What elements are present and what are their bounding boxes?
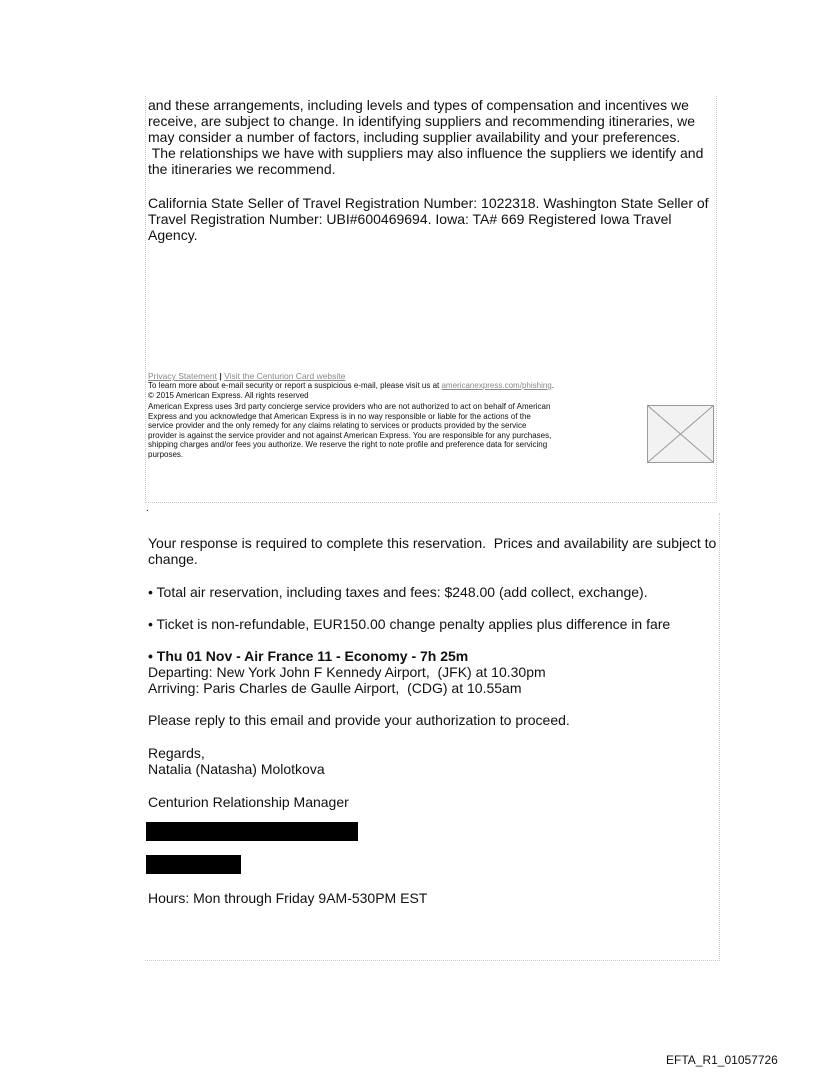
footer-links [148, 371, 345, 381]
copyright: © 2015 American Express. All rights reserved [148, 391, 309, 400]
sender-title: Centurion Relationship Manager [148, 794, 349, 810]
office-hours: Hours: Mon through Friday 9AM-530PM EST [148, 890, 428, 906]
signature [148, 745, 325, 777]
broken-image-icon [647, 405, 714, 463]
security-notice: To learn more about e-mail security or report a suspicious e-mail, please visit us at americanexpress.com/phishing. [148, 381, 554, 390]
regards: Regards, [148, 745, 205, 761]
sender-name: Natalia (Natasha) Molotkova [148, 761, 325, 777]
flight-details [148, 648, 546, 696]
ticket-bullet: • Ticket is non-refundable, EUR150.00 change penalty applies plus difference in fare [148, 616, 671, 632]
link-separator: | [219, 371, 222, 381]
registration-paragraph: California State Seller of Travel Registration Number: 1022318. Washington State Seller of Travel Registration Number: UBI#600469694. Iowa: TA# 669 Registered Iowa Travel Agency. [148, 195, 709, 243]
privacy-statement-link[interactable]: Privacy Statement [148, 371, 217, 381]
disclaimer: American Express uses 3rd party concierge service providers who are not authorized to act on behalf of American Express and you acknowledge that American Express is in no way responsible or liable for the actions of the service provider and the only remedy for any claims relating to services or products provided by the service provider is against the service provider and not against American Express. You are responsible for any purchases, shipping charges and/or fees you authorize. We reserve the right to note profile and preference data for servicing purposes. [148, 402, 552, 459]
document-id: EFTA_R1_01057726 [666, 1053, 778, 1067]
response-required: Your response is required to complete this reservation. Prices and availability are subject to change. [148, 535, 717, 567]
centurion-card-link[interactable]: Visit the Centurion Card website [224, 371, 346, 381]
redaction-bar [146, 822, 358, 841]
flight-arriving: Arriving: Paris Charles de Gaulle Airport, (CDG) at 10.55am [148, 680, 522, 696]
flight-departing: Departing: New York John F Kennedy Airport, (JFK) at 10.30pm [148, 664, 546, 680]
separator-dot: . [146, 503, 149, 514]
redaction-bar [146, 855, 241, 874]
flight-title: • Thu 01 Nov - Air France 11 - Economy - 7h 25m [148, 648, 469, 664]
reply-request: Please reply to this email and provide your authorization to proceed. [148, 712, 570, 728]
total-reservation-bullet: • Total air reservation, including taxes and fees: $248.00 (add collect, exchange). [148, 584, 648, 600]
phishing-link[interactable]: americanexpress.com/phishing [441, 381, 552, 390]
intro-paragraph: and these arrangements, including levels and types of compensation and incentives we receive, are subject to change. In identifying suppliers and recommending itineraries, we may consider a number of factors, including supplier availability and your preferences. The relationships we have with suppliers may also influence the suppliers we identify and the itineraries we recommend. [148, 97, 704, 177]
